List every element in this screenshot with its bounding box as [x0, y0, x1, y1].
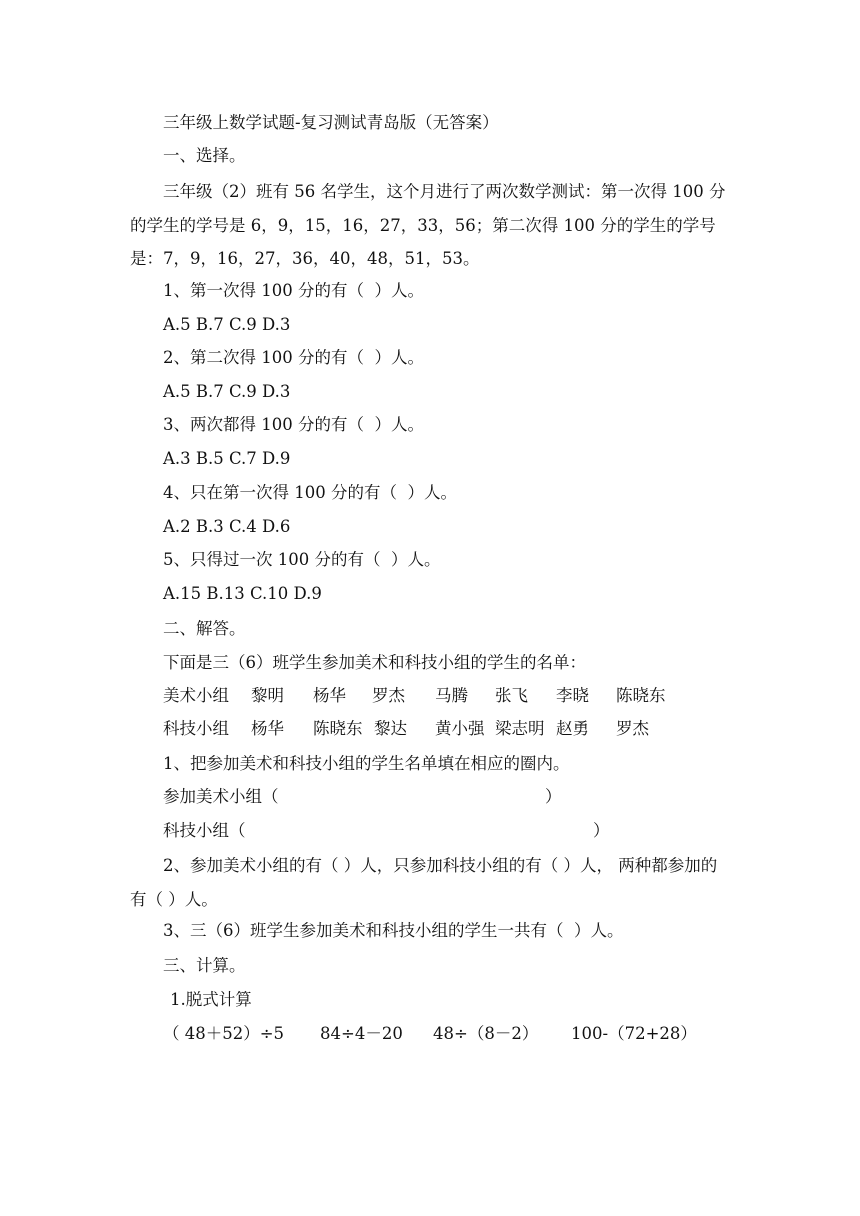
section2-intro: 下面是三（6）班学生参加美术和科技小组的学生的名单： [163, 653, 586, 672]
fill-tech-close: ） [593, 821, 610, 840]
art-group-name: 罗杰 [372, 686, 405, 705]
section2-question-3: 3、三（6）班学生参加美术和科技小组的学生一共有（ ）人。 [163, 921, 624, 940]
tech-group-name: 罗杰 [616, 719, 649, 738]
section2-question-1: 1、把参加美术和科技小组的学生名单填在相应的圈内。 [163, 754, 570, 773]
fill-tech-open: 科技小组（ [163, 821, 246, 840]
question-1: 1、第一次得 100 分的有（ ）人。 [163, 281, 424, 300]
question-5-options: A.15 B.13 C.10 D.9 [163, 584, 322, 603]
fill-art-close: ） [545, 787, 562, 806]
question-5: 5、只得过一次 100 分的有（ ）人。 [163, 550, 441, 569]
art-group-name: 马腾 [435, 686, 468, 705]
tech-group-name: 黄小强 [435, 719, 485, 738]
calc-item: 100-（72+28） [571, 1024, 697, 1043]
question-4: 4、只在第一次得 100 分的有（ ）人。 [163, 483, 457, 502]
fill-art-open: 参加美术小组（ [163, 787, 279, 806]
question-2: 2、第二次得 100 分的有（ ）人。 [163, 348, 424, 367]
tech-group-name: 黎达 [374, 719, 407, 738]
section2-heading: 二、解答。 [163, 619, 246, 638]
calc-item: 48÷（8－2） [433, 1024, 539, 1043]
question-3: 3、两次都得 100 分的有（ ）人。 [163, 415, 424, 434]
art-group-name: 张飞 [495, 686, 528, 705]
tech-group-name: 杨华 [251, 719, 284, 738]
question-4-options: A.2 B.3 C.4 D.6 [163, 517, 291, 536]
tech-group-label: 科技小组 [163, 719, 229, 738]
question-3-options: A.3 B.5 C.7 D.9 [163, 449, 291, 468]
tech-group-name: 赵勇 [556, 719, 589, 738]
intro-paragraph: 三年级（2）班有 56 名学生，这个月进行了两次数学测试：第一次得 100 分的学生的学号是 6，9，15，16，27，33，56；第二次得 100 分的学生的学号是：7，9，16，27，36，40，48，51，53。 [130, 182, 726, 268]
question-1-options: A.5 B.7 C.9 D.3 [163, 315, 291, 334]
art-group-name: 李晓 [556, 686, 589, 705]
calc-item: （ 48＋52）÷5 [163, 1024, 285, 1043]
art-group-label: 美术小组 [163, 686, 229, 705]
section1-heading: 一、选择。 [163, 146, 246, 165]
calc-item: 84÷4－20 [320, 1024, 403, 1043]
question-2-options: A.5 B.7 C.9 D.3 [163, 382, 291, 401]
tech-group-name: 陈晓东 [313, 719, 363, 738]
art-group-name: 杨华 [313, 686, 346, 705]
art-group-name: 黎明 [251, 686, 284, 705]
art-group-name: 陈晓东 [616, 686, 666, 705]
section2-question-2: 2、参加美术小组的有（ ）人，只参加科技小组的有（ ）人， 两种都参加的有（ ）人。 [130, 856, 718, 909]
section3-heading: 三、计算。 [163, 956, 246, 975]
section3-sub-1: 1.脱式计算 [170, 990, 252, 1009]
document-title: 三年级上数学试题-复习测试青岛版（无答案） [163, 113, 499, 132]
tech-group-name: 梁志明 [495, 719, 545, 738]
